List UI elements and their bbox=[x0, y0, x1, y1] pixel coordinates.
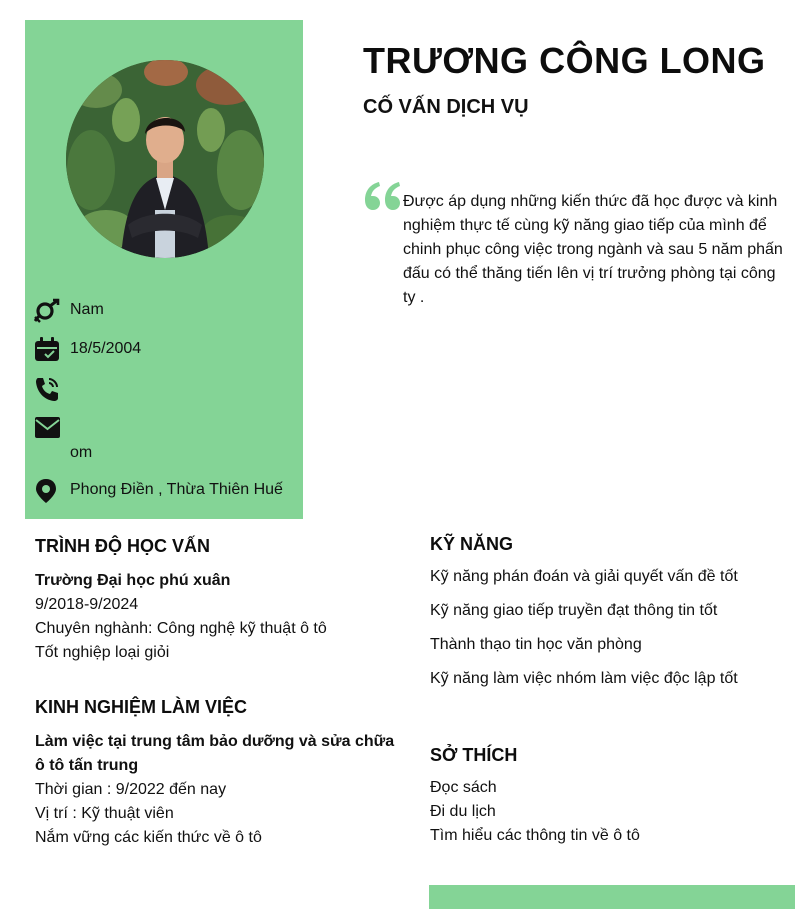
experience-note: Nắm vững các kiến thức về ô tô bbox=[35, 829, 262, 846]
full-name: TRƯƠNG CÔNG LONG bbox=[363, 40, 766, 81]
envelope-icon bbox=[34, 415, 62, 441]
contact-address bbox=[34, 478, 283, 504]
experience-section bbox=[35, 730, 400, 850]
hobby-item: Đọc sách bbox=[430, 779, 497, 796]
profile-photo bbox=[66, 60, 264, 258]
email-value: om bbox=[70, 444, 93, 461]
job-title: CỐ VẤN DỊCH VỤ bbox=[363, 96, 529, 118]
contact-phone bbox=[34, 376, 70, 402]
quote-icon bbox=[363, 180, 401, 217]
contact-gender bbox=[34, 298, 104, 324]
experience-time: Thời gian : 9/2022 đến nay bbox=[35, 781, 227, 798]
hobby-item: Đi du lịch bbox=[430, 803, 496, 820]
footer-accent-bar bbox=[429, 885, 795, 909]
hobby-item: Tìm hiểu các thông tin về ô tô bbox=[430, 827, 640, 844]
skill-item: Kỹ năng giao tiếp truyền đạt thông tin tốt bbox=[430, 602, 718, 619]
gender-icon bbox=[34, 298, 62, 324]
experience-position: Vị trí : Kỹ thuật viên bbox=[35, 805, 174, 822]
education-major: Chuyên nghành: Công nghệ kỹ thuật ô tô bbox=[35, 620, 327, 637]
hobbies-title: SỞ THÍCH bbox=[430, 745, 518, 765]
map-pin-icon bbox=[34, 478, 62, 504]
skills-title: KỸ NĂNG bbox=[430, 534, 514, 554]
gender-value: Nam bbox=[70, 301, 104, 318]
career-objective: Được áp dụng những kiến thức đã học được và kinh nghiệm thực tế cùng kỹ năng giao tiếp của mình để chinh phục công việc trong ngành và sau 5 năm phấn đấu có thể thăng tiến lên vị trí trưởng phòng tại công ty . bbox=[403, 193, 783, 306]
hobbies-section bbox=[430, 776, 770, 848]
school-name: Trường Đại học phú xuân bbox=[35, 572, 231, 589]
skill-item: Thành thạo tin học văn phòng bbox=[430, 636, 642, 653]
sidebar bbox=[25, 20, 303, 519]
calendar-icon bbox=[34, 337, 62, 363]
phone-icon bbox=[34, 376, 62, 402]
experience-company: Làm việc tại trung tâm bảo dưỡng và sửa chữa ô tô tấn trung bbox=[35, 733, 395, 774]
address-value: Phong Điền , Thừa Thiên Huế bbox=[70, 481, 283, 498]
experience-title: KINH NGHIỆM LÀM VIỆC bbox=[35, 697, 248, 717]
education-period: 9/2018-9/2024 bbox=[35, 596, 139, 613]
skill-item: Kỹ năng phán đoán và giải quyết vấn đề tốt bbox=[430, 568, 738, 585]
contact-birthday bbox=[34, 337, 141, 363]
skill-item: Kỹ năng làm việc nhóm làm việc độc lập tốt bbox=[430, 670, 738, 687]
birthday-value: 18/5/2004 bbox=[70, 340, 142, 357]
contact-email bbox=[34, 415, 92, 463]
education-section bbox=[35, 569, 395, 665]
education-result: Tốt nghiệp loại giỏi bbox=[35, 644, 170, 661]
education-title: TRÌNH ĐỘ HỌC VẤN bbox=[35, 536, 210, 556]
